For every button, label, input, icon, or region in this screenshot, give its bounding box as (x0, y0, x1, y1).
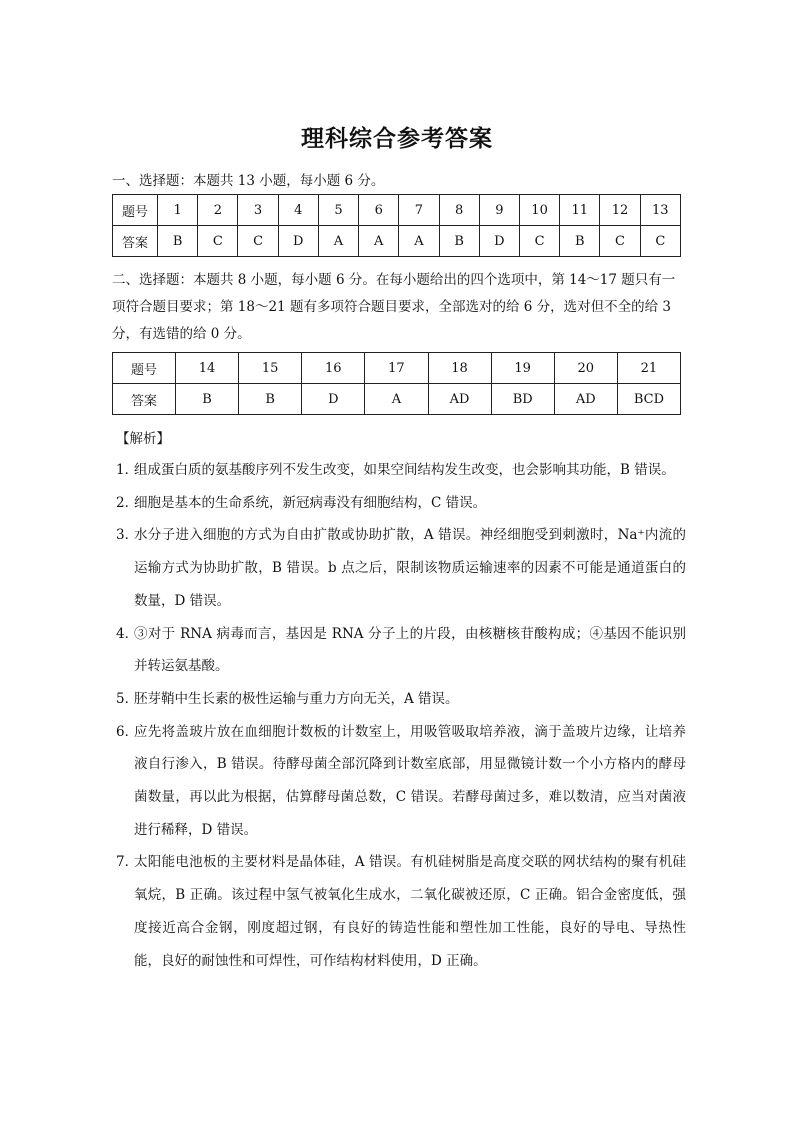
answer-cell: C (519, 226, 559, 257)
analysis-item (116, 454, 686, 487)
row-label-question: 题号 (113, 195, 158, 226)
answer-cell: B (239, 384, 302, 415)
analysis-item-text: 胚芽鞘中生长素的极性运输与重力方向无关，A 错误。 (134, 690, 459, 707)
answer-table-2 (112, 352, 681, 415)
analysis-item-text: 组成蛋白质的氨基酸序列不发生改变，如果空间结构发生改变，也会影响其功能，B 错误。 (134, 462, 675, 478)
answer-cell: BD (491, 384, 554, 415)
analysis-item-text: 细胞是基本的生命系统，新冠病毒没有细胞结构，C 错误。 (134, 494, 487, 511)
question-number-row (113, 353, 681, 384)
question-number-cell: 20 (554, 353, 617, 384)
analysis-item (116, 846, 686, 977)
analysis-item-number: 1． (116, 462, 139, 478)
answer-cell: D (278, 226, 318, 257)
analysis-item-number: 7． (116, 854, 139, 871)
answer-row (113, 384, 681, 415)
question-number-cell: 21 (617, 353, 680, 384)
question-number-cell: 19 (491, 353, 554, 384)
answer-cell: C (640, 226, 680, 257)
row-label-answer: 答案 (113, 384, 176, 415)
answer-row (113, 226, 681, 257)
analysis-item (116, 683, 686, 716)
question-number-cell: 6 (359, 195, 399, 226)
answer-cell: BCD (617, 384, 680, 415)
analysis-item (116, 716, 686, 847)
page-title: 理科综合参考答案 (301, 126, 493, 152)
question-number-cell: 1 (158, 195, 198, 226)
answer-cell: C (600, 226, 640, 257)
question-number-cell: 3 (238, 195, 278, 226)
analysis-item-number: 2． (116, 494, 139, 511)
answer-cell: A (359, 226, 399, 257)
question-number-cell: 2 (198, 195, 238, 226)
question-number-cell: 16 (302, 353, 365, 384)
answer-cell: A (399, 226, 439, 257)
analysis-list (116, 454, 686, 977)
question-number-cell: 17 (365, 353, 428, 384)
analysis-item-number: 4． (116, 625, 139, 642)
analysis-label: 【解析】 (116, 431, 170, 447)
section2-heading: 二、选择题：本题共 8 小题，每小题 6 分。在每小题给出的四个选项中，第 14～17 题只有一项符合题目要求；第 18～21 题有多项符合题目要求，全部选对的给 6 分，选对但不全的给 3 分，有选错的给 0 分。 (112, 272, 676, 342)
answer-table-1 (112, 194, 681, 257)
analysis-item-number: 5． (116, 690, 139, 707)
answer-cell: D (479, 226, 519, 257)
analysis-item-number: 3． (116, 527, 139, 544)
question-number-cell: 10 (519, 195, 559, 226)
answer-cell: D (302, 384, 365, 415)
question-number-cell: 13 (640, 195, 680, 226)
answer-cell: C (238, 226, 278, 257)
answer-cell: B (560, 226, 600, 257)
question-number-cell: 7 (399, 195, 439, 226)
analysis-item (116, 519, 686, 617)
row-label-answer: 答案 (113, 226, 158, 257)
question-number-cell: 4 (278, 195, 318, 226)
answer-cell: AD (554, 384, 617, 415)
question-number-row (113, 195, 681, 226)
answer-cell: A (365, 384, 428, 415)
question-number-cell: 15 (239, 353, 302, 384)
answer-cell: B (176, 384, 239, 415)
analysis-item (116, 487, 686, 520)
question-number-cell: 5 (318, 195, 358, 226)
analysis-item-text: 应先将盖玻片放在血细胞计数板的计数室上，用吸管吸取培养液，滴于盖玻片边缘，让培养液自行渗入，B 错误。待酵母菌全部沉降到计数室底部，用显微镜计数一个小方格内的酵母菌数量，再以此为根据，估算酵母菌总数，C 错误。若酵母菌过多，难以数清，应当对菌液进行稀释，D 错误。 (134, 723, 686, 838)
section1-heading: 一、选择题：本题共 13 小题，每小题 6 分。 (112, 173, 385, 189)
row-label-question: 题号 (113, 353, 176, 384)
question-number-cell: 14 (176, 353, 239, 384)
question-number-cell: 12 (600, 195, 640, 226)
analysis-item-text: ③对于 RNA 病毒而言，基因是 RNA 分子上的片段，由核糖核苷酸构成；④基因不能识别并转运氨基酸。 (134, 625, 686, 675)
question-number-cell: 18 (428, 353, 491, 384)
answer-cell: A (318, 226, 358, 257)
analysis-item (116, 618, 686, 683)
question-number-cell: 11 (560, 195, 600, 226)
question-number-cell: 9 (479, 195, 519, 226)
analysis-item-text: 水分子进入细胞的方式为自由扩散或协助扩散，A 错误。神经细胞受到刺激时，Na⁺内流的运输方式为协助扩散，B 错误。b 点之后，限制该物质运输速率的因素不可能是通道蛋白的数量，D 错误。 (134, 527, 686, 609)
answer-cell: B (439, 226, 479, 257)
answer-cell: AD (428, 384, 491, 415)
question-number-cell: 8 (439, 195, 479, 226)
answer-cell: C (198, 226, 238, 257)
analysis-item-text: 太阳能电池板的主要材料是晶体硅，A 错误。有机硅树脂是高度交联的网状结构的聚有机硅氧烷，B 正确。该过程中氢气被氧化生成水，二氧化碳被还原，C 正确。铝合金密度低，强度接近高合金钢，刚度超过钢，有良好的铸造性能和塑性加工性能，良好的导电、导热性能，良好的耐蚀性和可焊性，可作结构材料使用，D 正确。 (134, 854, 686, 969)
answer-cell: B (158, 226, 198, 257)
analysis-item-number: 6． (116, 723, 139, 740)
